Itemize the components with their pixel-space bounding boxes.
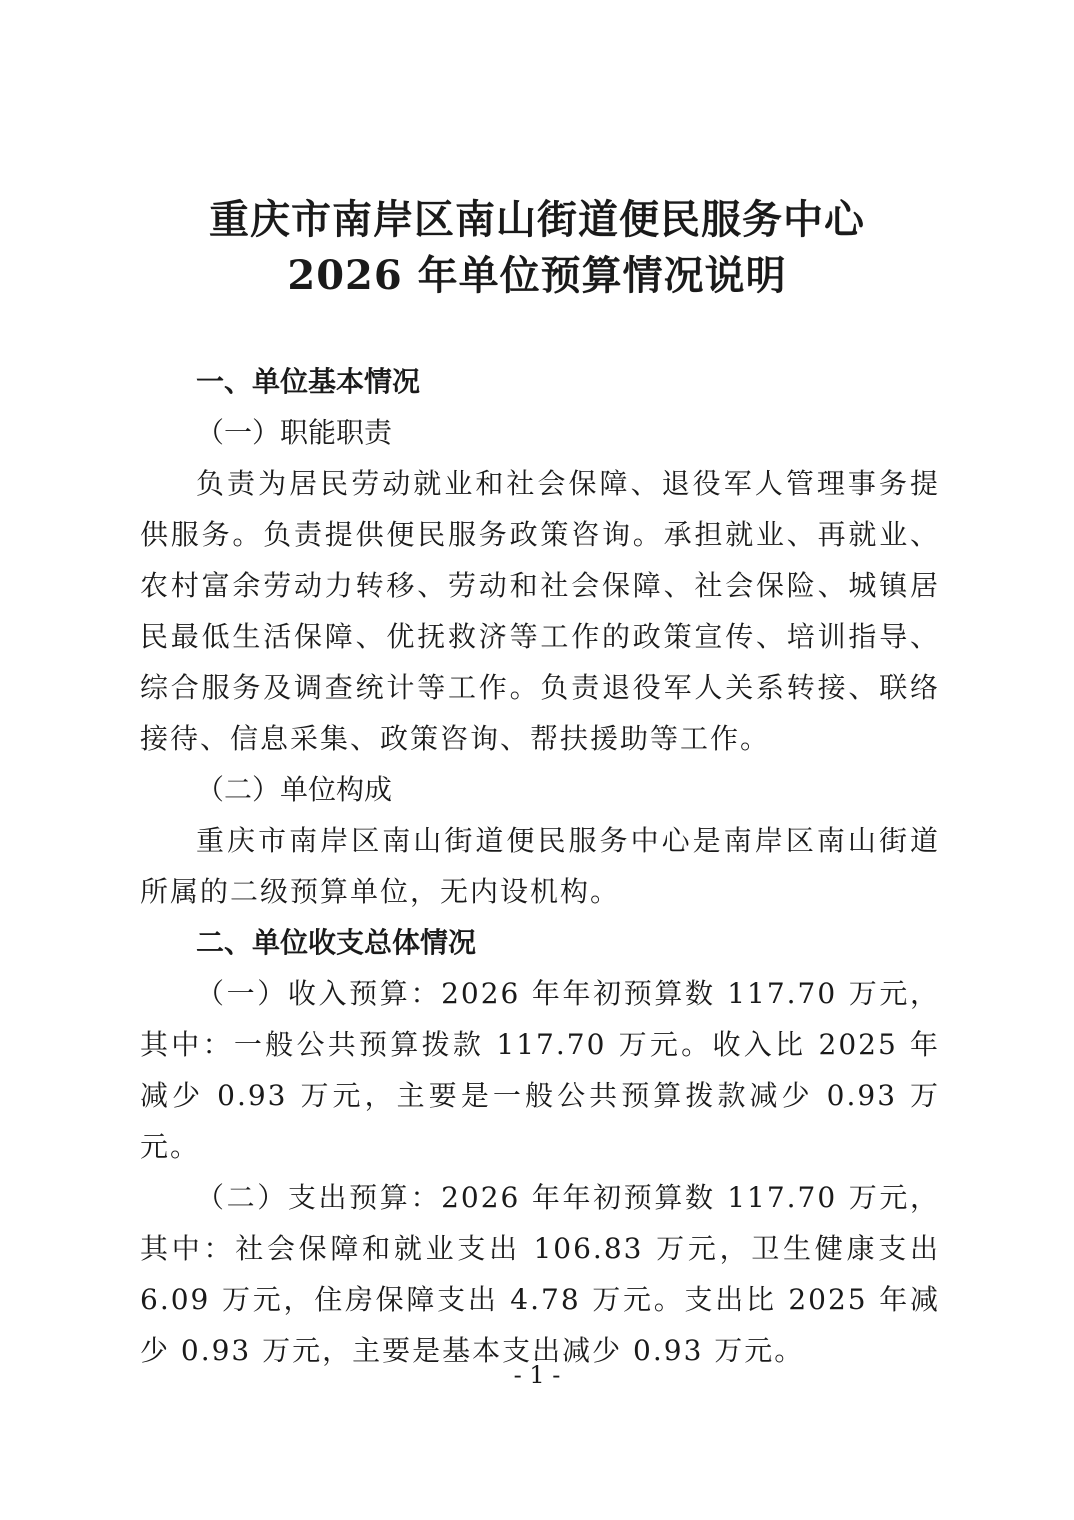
section-1-heading: 一、单位基本情况 bbox=[196, 365, 421, 398]
expense-budget-text: 2026 年年初预算数 117.70 万元，其中：社会保障和就业支出 106.83 万元，卫生健康支出 6.09 万元，住房保障支出 4.78 万元。支出比 2025 年减少 0.93 万元，主要是基本支出减少 0.93 万元。 bbox=[140, 1181, 940, 1367]
expense-budget-label: （二）支出预算： bbox=[196, 1181, 442, 1214]
section-1-1-heading: （一）职能职责 bbox=[196, 416, 393, 449]
document-title-line-1: 重庆市南岸区南山街道便民服务中心 bbox=[209, 196, 865, 243]
section-1-2-heading: （二）单位构成 bbox=[196, 773, 393, 806]
expense-budget-paragraph bbox=[140, 1172, 940, 1376]
income-budget-paragraph bbox=[140, 968, 940, 1172]
document-body bbox=[140, 356, 940, 1376]
duties-paragraph: 负责为居民劳动就业和社会保障、退役军人管理事务提供服务。负责提供便民服务政策咨询。承担就业、再就业、农村富余劳动力转移、劳动和社会保障、社会保险、城镇居民最低生活保障、优抚救济等工作的政策宣传、培训指导、综合服务及调查统计等工作。负责退役军人关系转接、联络接待、信息采集、政策咨询、帮扶援助等工作。 bbox=[140, 467, 940, 755]
income-budget-text: 2026 年年初预算数 117.70 万元，其中：一般公共预算拨款 117.70 万元。收入比 2025 年减少 0.93 万元，主要是一般公共预算拨款减少 0.93 万元。 bbox=[140, 977, 940, 1163]
income-budget-label: （一）收入预算： bbox=[196, 977, 442, 1010]
page-number: - 1 - bbox=[513, 1361, 561, 1389]
section-2-heading: 二、单位收支总体情况 bbox=[196, 926, 477, 959]
document-title-line-2: 2026 年单位预算情况说明 bbox=[287, 252, 787, 299]
composition-paragraph: 重庆市南岸区南山街道便民服务中心是南岸区南山街道所属的二级预算单位，无内设机构。 bbox=[140, 824, 940, 908]
